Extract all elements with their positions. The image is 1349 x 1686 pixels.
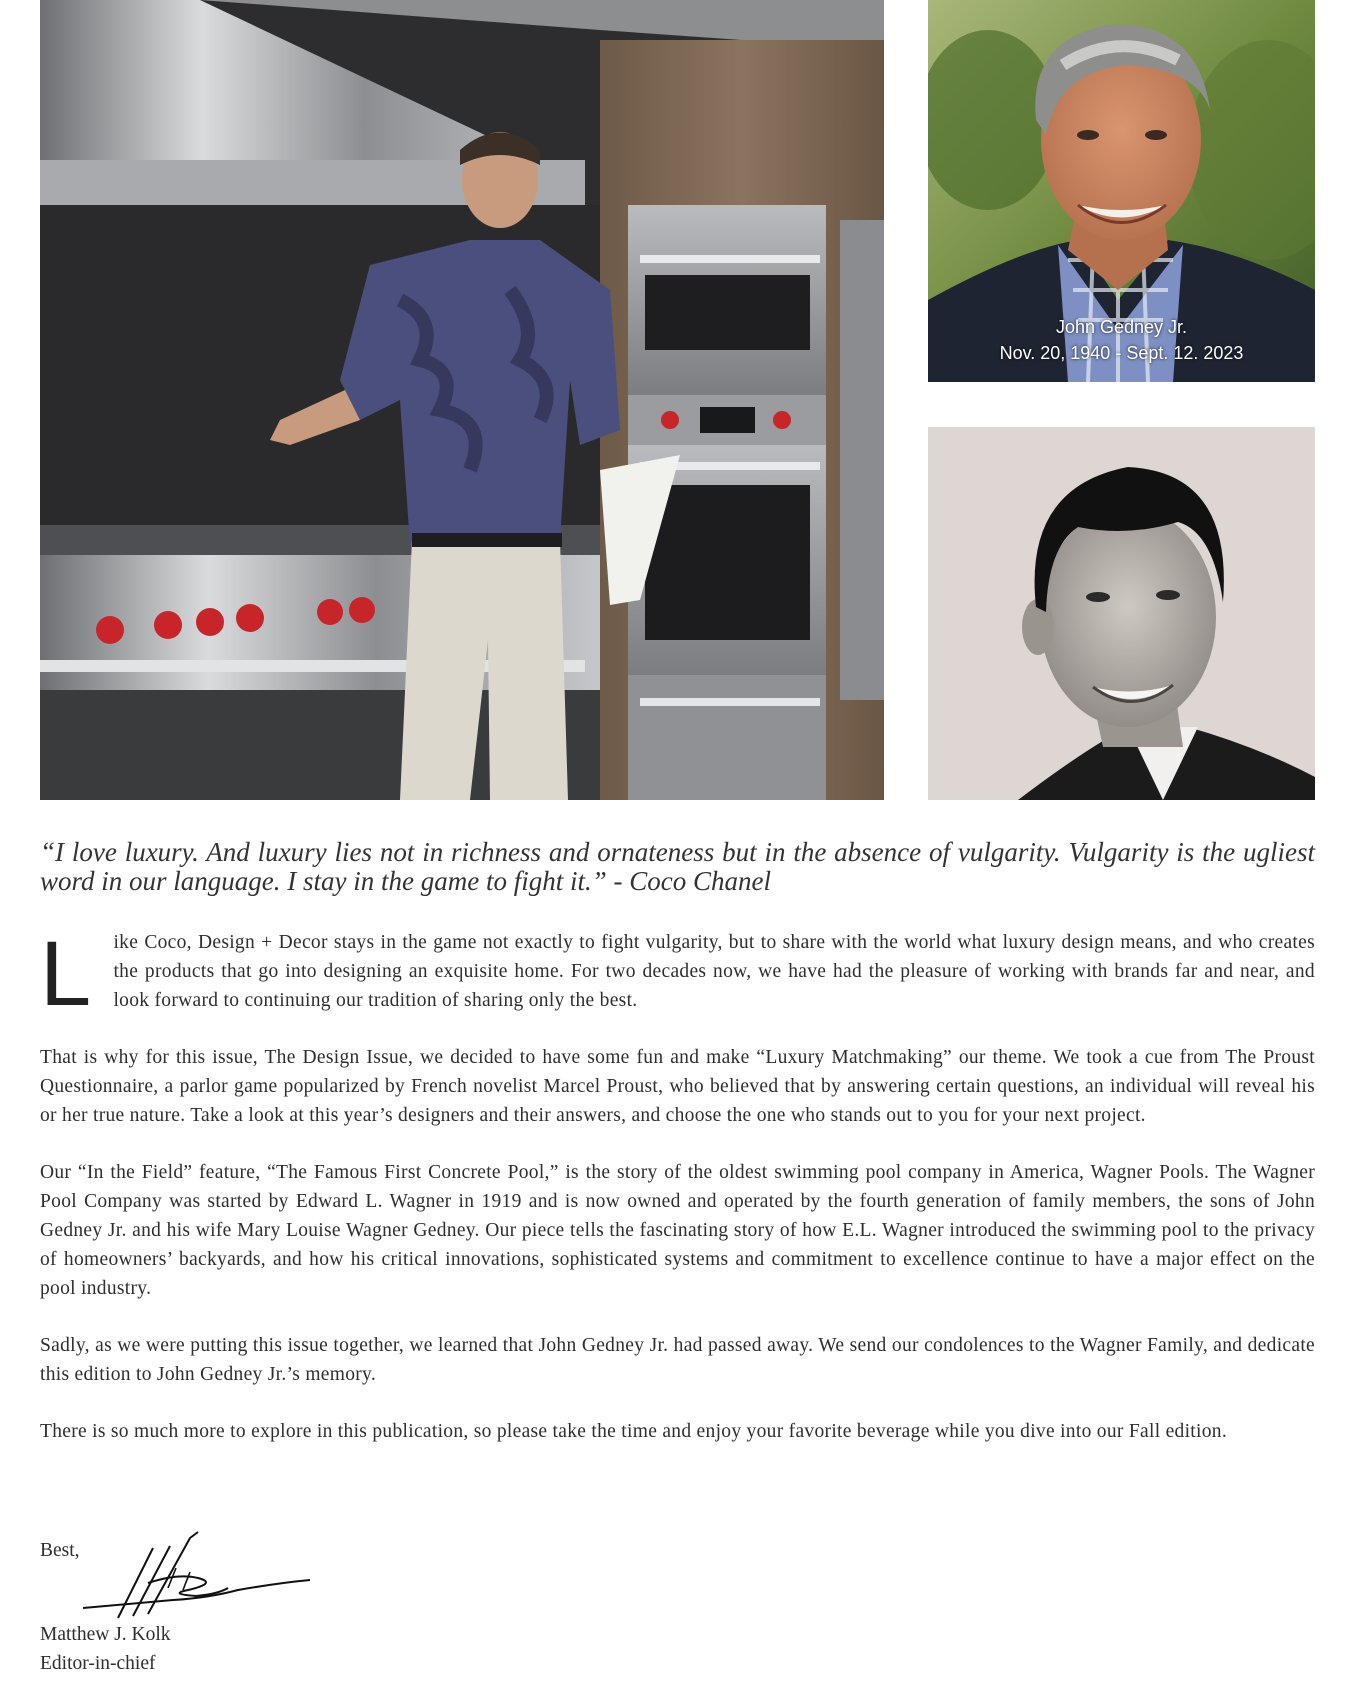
author-block	[40, 1620, 171, 1678]
paragraph-4: Sadly, as we were putting this issue together, we learned that John Gedney Jr. had passed away. We send our condolences to the Wagner Family, and dedicate this edition to John Gedney Jr.’s memory.	[40, 1335, 1315, 1385]
portrait-caption-name: John Gedney Jr.	[1055, 317, 1188, 337]
paragraph-1	[40, 923, 1315, 1025]
portrait-photo-john-gedney	[928, 0, 1315, 382]
paragraph-2: That is why for this issue, The Design Issue, we decided to have some fun and make “Luxury Matchmaking” our theme. We took a cue from The Proust Questionnaire, a parlor game popularized by French novelist Marcel Proust, who believed that by answering certain questions, an individual will reveal his or her true nature. Take a look at this year’s designers and their answers, and choose the one who stands out to you for your next project.	[40, 1047, 1315, 1126]
paragraph-5: There is so much more to explore in this publication, so please take the time and enjoy your favorite beverage while you dive into our Fall edition.	[40, 1421, 1228, 1442]
author-name: Matthew J. Kolk	[40, 1624, 171, 1645]
closing-salutation: Best,	[40, 1540, 80, 1561]
pull-quote: “I love luxury. And luxury lies not in richness and ornateness but in the absence of vulgarity. Vulgarity is the ugliest word in our language. I stay in the game to fight it.” - Coco Chanel	[40, 837, 1315, 896]
editor-letter-body	[40, 923, 1315, 1474]
portrait-caption	[928, 314, 1315, 366]
kitchen-photo	[40, 0, 884, 800]
handwritten-signature	[78, 1528, 314, 1624]
drop-cap: L	[40, 923, 92, 1025]
vintage-portrait-photo	[928, 427, 1315, 800]
paragraph-3: Our “In the Field” feature, “The Famous First Concrete Pool,” is the story of the oldest swimming pool company in America, Wagner Pools. The Wagner Pool Company was started by Edward L. Wagner in 1919 and is now owned and operated by the fourth generation of family members, the sons of John Gedney Jr. and his wife Mary Louise Wagner Gedney. Our piece tells the fascinating story of how E.L. Wagner introduced the swimming pool to the privacy of homeowners’ backyards, and how his critical innovations, sophisticated systems and commitment to excellence continue to have a major effect on the pool industry.	[40, 1162, 1315, 1299]
paragraph-1-text: ike Coco, Design + Decor stays in the game not exactly to fight vulgarity, but to share with the world what luxury design means, and who creates the products that go into designing an exquisite home. For two decades now, we have had the pleasure of working with brands far and near, and look forward to continuing our tradition of sharing only the best.	[113, 932, 1315, 1011]
portrait-caption-dates: Nov. 20, 1940 - Sept. 12. 2023	[999, 343, 1244, 363]
author-title: Editor-in-chief	[40, 1653, 156, 1674]
